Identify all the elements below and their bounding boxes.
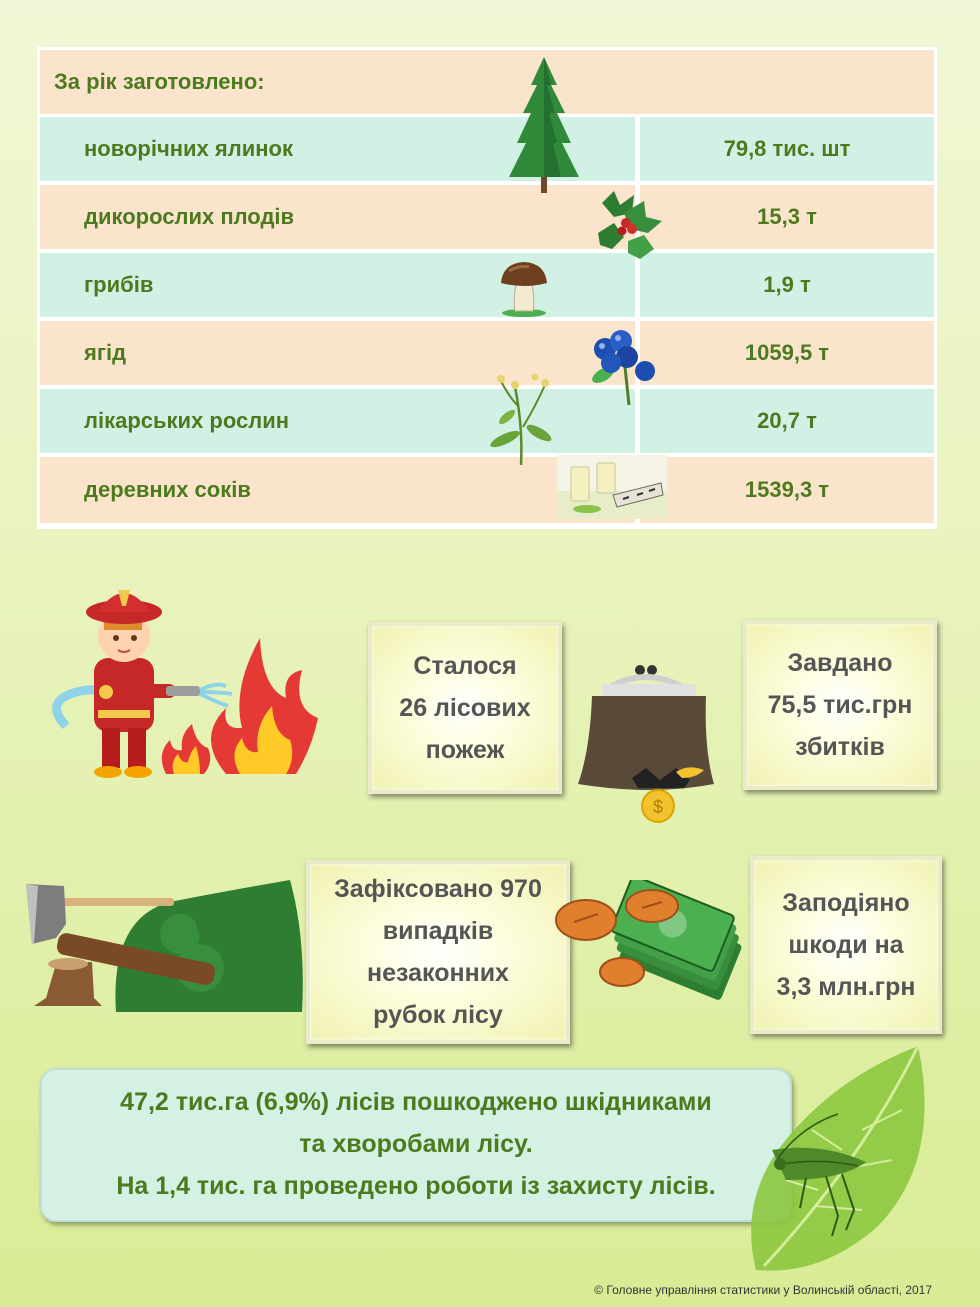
blueberries-icon xyxy=(589,327,664,407)
fires-count-line: 26 лісових xyxy=(399,694,531,722)
pests-banner xyxy=(40,1068,792,1222)
table-row xyxy=(40,253,934,317)
row-label: деревних соків xyxy=(84,477,251,502)
svg-text:$: $ xyxy=(652,797,664,817)
row-label: новорічних ялинок xyxy=(84,136,293,161)
fires-count-line: Сталося xyxy=(413,652,517,680)
mushroom-icon xyxy=(499,259,549,317)
pests-line: 47,2 тис.га (6,9%) лісів пошкоджено шкідниками xyxy=(120,1088,712,1116)
harvest-title: За рік заготовлено: xyxy=(54,69,265,94)
table-row xyxy=(40,185,934,249)
harvest-table-header xyxy=(40,50,934,114)
fir-tree-icon xyxy=(507,55,582,195)
fires-damage-line: Завдано xyxy=(787,649,893,677)
row-label: дикорослих плодів xyxy=(84,204,295,229)
logging-damage-line: шкоди на xyxy=(788,931,904,959)
logging-count-line: випадків xyxy=(382,917,494,945)
fires-damage-line: збитків xyxy=(795,733,885,761)
logging-count-box xyxy=(306,860,570,1044)
fires-damage-line: 75,5 тис.грн xyxy=(767,691,913,719)
birch-sap-icon xyxy=(557,455,667,519)
fires-damage-box xyxy=(743,620,937,790)
purse-icon xyxy=(572,660,732,826)
logging-damage-line: 3,3 млн.грн xyxy=(776,973,916,1001)
footer-copyright: © Головне управління статистики у Волинській області, 2017 xyxy=(594,1283,932,1297)
row-value: 1539,3 т xyxy=(744,477,830,502)
harvest-table xyxy=(37,47,937,529)
row-value: 15,3 т xyxy=(757,204,817,229)
row-value: 1059,5 т xyxy=(744,340,830,365)
row-label: лікарських рослин xyxy=(84,408,290,433)
firefighter-icon xyxy=(46,578,326,784)
row-value: 1,9 т xyxy=(763,272,811,297)
fires-count-box xyxy=(368,622,562,794)
pests-line: На 1,4 тис. га проведено роботи із захисту лісів. xyxy=(116,1172,716,1200)
row-value: 79,8 тис. шт xyxy=(723,136,851,161)
row-label: грибів xyxy=(84,272,154,297)
pests-line: та хворобами лісу. xyxy=(299,1130,533,1158)
row-label: ягід xyxy=(84,340,127,365)
cut-forest-icon xyxy=(20,878,306,1018)
leaf-grasshopper-icon xyxy=(742,1040,942,1290)
holly-berries-icon xyxy=(594,183,664,263)
fires-count-line: пожеж xyxy=(425,736,505,764)
row-value: 20,7 т xyxy=(757,408,817,433)
logging-count-line: рубок лісу xyxy=(373,1001,503,1029)
table-row xyxy=(40,117,934,181)
herb-icon xyxy=(485,367,563,467)
logging-count-line: незаконних xyxy=(367,959,509,987)
logging-count-line: Зафіксовано 970 xyxy=(334,875,542,903)
money-icon xyxy=(552,880,742,1030)
logging-damage-line: Заподіяно xyxy=(782,889,910,917)
logging-damage-box xyxy=(750,856,942,1034)
